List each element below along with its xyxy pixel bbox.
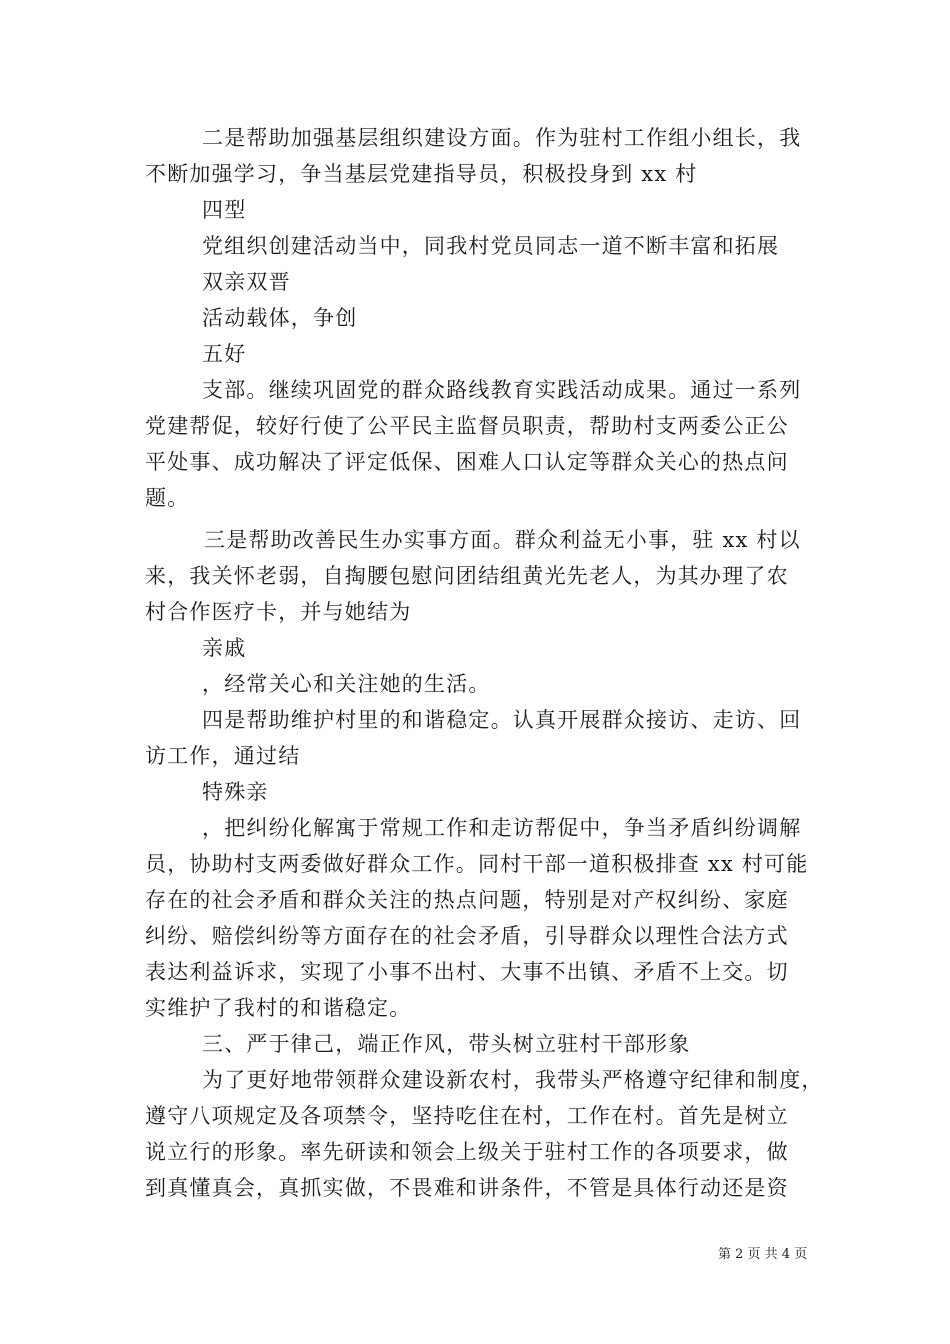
text-line: 存在的社会矛盾和群众关注的热点问题，特别是对产权纠纷、家庭 — [145, 888, 789, 912]
text-line: 表达利益诉求，实现了小事不出村、大事不出镇、矛盾不上交。切 — [145, 960, 789, 984]
text-line: 四是帮助维护村里的和谐稳定。认真开展群众接访、走访、回 — [202, 708, 802, 732]
text-line: 五好 — [202, 342, 247, 366]
text-line: 平处事、成功解决了评定低保、困难人口认定等群众关心的热点问 — [145, 450, 789, 474]
text-line: ，经常关心和关注她的生活。 — [202, 672, 491, 696]
text-line: 三是帮助改善民生办实事方面。群众利益无小事，驻 xx 村以 — [204, 528, 801, 552]
text-line: 党建帮促，较好行使了公平民主监督员职责，帮助村支两委公正公 — [145, 414, 789, 438]
text-line: 支部。继续巩固党的群众路线教育实践活动成果。通过一系列 — [202, 378, 802, 402]
text-line: 村合作医疗卡，并与她结为 — [145, 600, 412, 624]
text-line: 特殊亲 — [202, 780, 269, 804]
text-line: 为了更好地带领群众建设新农村，我带头严格遵守纪律和制度， — [202, 1068, 824, 1092]
text-line: 二是帮助加强基层组织建设方面。作为驻村工作组小组长，我 — [202, 126, 802, 150]
text-line: 双亲双晋 — [202, 270, 291, 294]
text-line: 四型 — [202, 198, 247, 222]
text-line: 党组织创建活动当中，同我村党员同志一道不断丰富和拓展 — [202, 234, 780, 258]
text-line: 员，协助村支两委做好群众工作。同村干部一道积极排查 xx 村可能 — [145, 852, 809, 876]
section-heading: 三、严于律己，端正作风，带头树立驻村干部形象 — [202, 1032, 691, 1056]
text-line: 访工作，通过结 — [145, 744, 301, 768]
text-line: 实维护了我村的和谐稳定。 — [145, 996, 412, 1020]
text-line: ，把纠纷化解寓于常规工作和走访帮促中，争当矛盾纠纷调解 — [202, 816, 802, 840]
text-line: 到真懂真会，真抓实做，不畏难和讲条件，不管是具体行动还是资 — [145, 1176, 789, 1200]
text-line: 说立行的形象。率先研读和领会上级关于驻村工作的各项要求，做 — [145, 1140, 789, 1164]
text-line: 亲戚 — [202, 636, 247, 660]
text-line: 不断加强学习，争当基层党建指导员，积极投身到 xx 村 — [145, 162, 698, 186]
text-line: 遵守八项规定及各项禁令，坚持吃住在村，工作在村。首先是树立 — [145, 1104, 789, 1128]
page-number: 第 2 页 共 4 页 — [718, 1247, 808, 1262]
text-line: 题。 — [145, 486, 190, 510]
text-line: 活动载体，争创 — [202, 306, 358, 330]
text-line: 来，我关怀老弱，自掏腰包慰问团结组黄光先老人，为其办理了农 — [145, 564, 789, 588]
text-line: 纠纷、赔偿纠纷等方面存在的社会矛盾，引导群众以理性合法方式 — [145, 924, 789, 948]
